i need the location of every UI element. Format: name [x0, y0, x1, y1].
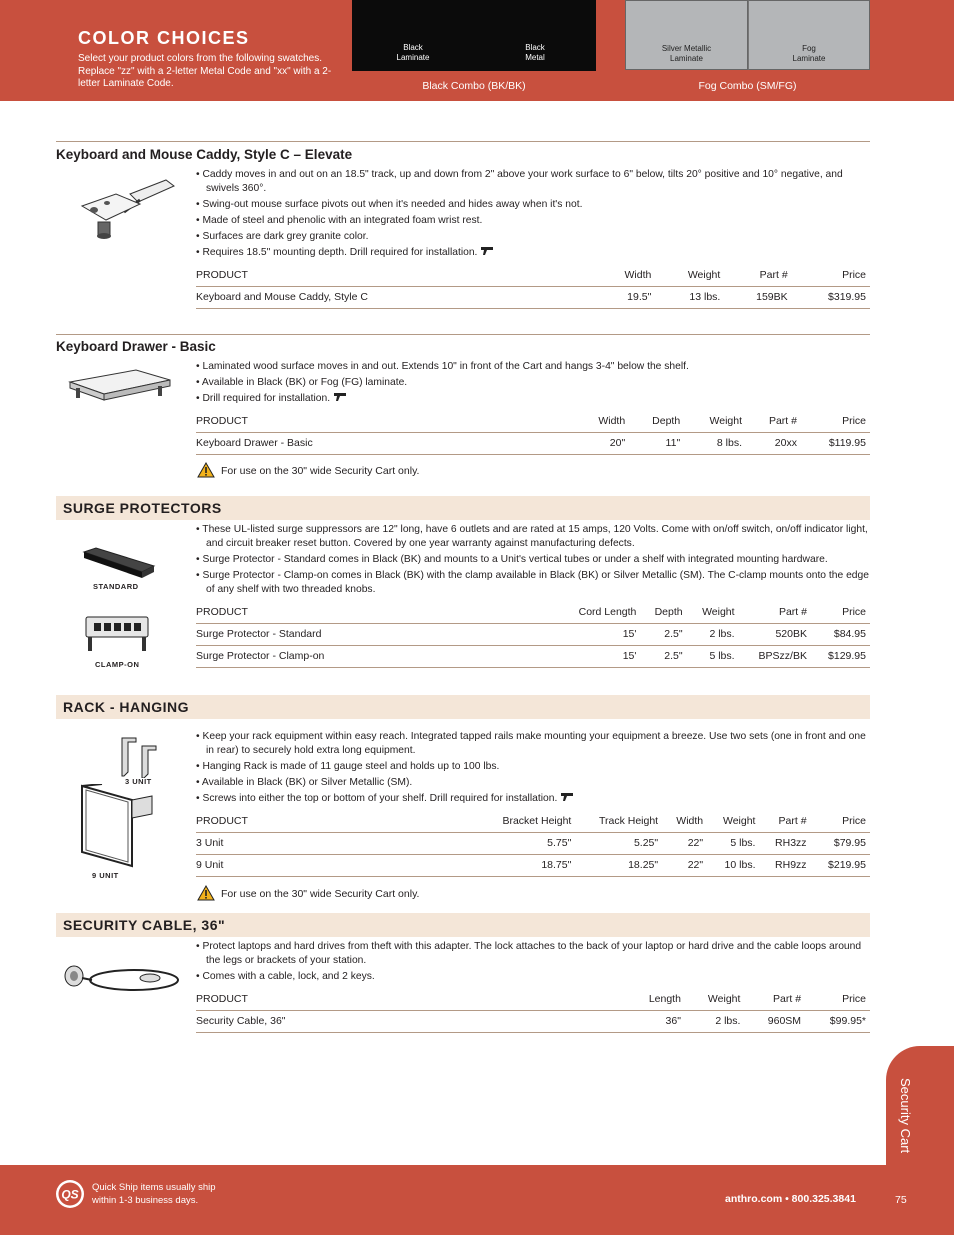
table-header-row: [196, 988, 870, 1010]
rack-3unit-illustration: [118, 736, 162, 778]
column-header: Cord Length: [556, 601, 640, 623]
table-cell: 18.75": [476, 854, 575, 876]
column-header: Weight: [684, 410, 746, 432]
column-header: Bracket Height: [476, 810, 575, 832]
column-header: Weight: [687, 601, 739, 623]
table-cell: 960SM: [744, 1010, 805, 1032]
security-cable-illustration: [62, 960, 182, 996]
table-cell: 9 Unit: [196, 854, 476, 876]
table-cell: $84.95: [811, 623, 870, 645]
cable-features: [196, 940, 870, 986]
table-cell: 18.25": [575, 854, 662, 876]
table-cell: 8 lbs.: [684, 432, 746, 454]
cable-spec-table: [196, 988, 870, 1033]
quick-ship-line: Quick Ship items usually ship: [92, 1182, 216, 1193]
column-header: Depth: [640, 601, 686, 623]
rack-spec-table: [196, 810, 870, 877]
swatch-label: Black: [403, 43, 423, 52]
feature-text: Requires 18.5" mounting depth. Drill required for installation.: [202, 247, 478, 258]
drawer-illustration: [66, 366, 176, 408]
quick-ship-line: within 1-3 business days.: [92, 1195, 199, 1206]
column-header: Price: [811, 601, 870, 623]
table-cell: 2.5": [640, 645, 686, 667]
column-header: Depth: [629, 410, 684, 432]
table-cell: 15': [556, 645, 640, 667]
swatch-silver-metallic: [625, 0, 748, 70]
caddy-features: [196, 168, 870, 262]
caddy-title: Keyboard and Mouse Caddy, Style C – Elevate: [56, 147, 353, 162]
swatch-black-laminate: [352, 0, 474, 71]
black-combo-label: Black Combo (BK/BK): [422, 80, 526, 92]
table-cell: 159BK: [724, 286, 791, 308]
feature-bullet: • Available in Black (BK) or Silver Metallic (SM).: [196, 776, 870, 790]
swatch-label: Black: [525, 43, 545, 52]
rack-section-band: [56, 695, 870, 719]
table-cell: 20xx: [746, 432, 801, 454]
table-row: [196, 1010, 870, 1032]
table-cell: 19.5": [596, 286, 655, 308]
table-cell: 11": [629, 432, 684, 454]
drawer-spec-table: [196, 410, 870, 455]
warning-icon: [197, 462, 215, 478]
column-header: Weight: [707, 810, 759, 832]
drill-icon: [560, 792, 574, 802]
column-header: Track Height: [575, 810, 662, 832]
table-cell: Keyboard and Mouse Caddy, Style C: [196, 286, 596, 308]
table-cell: 2 lbs.: [685, 1010, 744, 1032]
rack-warning-note: [197, 885, 419, 901]
table-cell: Surge Protector - Standard: [196, 623, 556, 645]
table-cell: 15': [556, 623, 640, 645]
page-number: 75: [895, 1194, 907, 1206]
feature-bullet: • Surge Protector - Standard comes in Black (BK) and mounts to a Unit's vertical tubes or under a shelf with integrated mounting hardware.: [196, 553, 870, 567]
swatch-label: Metal: [525, 53, 545, 62]
surge-section-band: [56, 496, 870, 520]
table-cell: 20": [576, 432, 629, 454]
feature-bullet: • Comes with a cable, lock, and 2 keys.: [196, 970, 870, 984]
table-cell: Security Cable, 36": [196, 1010, 626, 1032]
swatch-label: Silver Metallic: [661, 44, 712, 53]
column-header: Width: [576, 410, 629, 432]
swatch-label: Laminate: [792, 54, 826, 63]
table-cell: $99.95*: [805, 1010, 870, 1032]
cable-section-band: [56, 913, 870, 937]
quick-ship-logo-text: QS: [61, 1187, 79, 1202]
feature-bullet: • Laminated wood surface moves in and out. Extends 10" in front of the Cart and hangs 3-4" below the shelf.: [196, 360, 870, 374]
warning-text: For use on the 30" wide Security Cart only.: [221, 465, 420, 477]
drill-icon: [480, 246, 494, 256]
surge-features: [196, 523, 870, 599]
surge-clamp-illustration: [82, 611, 152, 657]
drill-icon: [333, 392, 347, 402]
table-cell: $219.95: [811, 854, 870, 876]
table-header-row: [196, 264, 870, 286]
swatch-black-metal: [474, 0, 596, 71]
side-tab-label: [889, 1078, 913, 1162]
page-footer: [0, 1165, 954, 1235]
table-cell: RH3zz: [759, 832, 810, 854]
feature-bullet: [196, 792, 870, 806]
section-rule: [56, 334, 870, 335]
column-header: Weight: [655, 264, 724, 286]
table-row: [196, 286, 870, 308]
column-header: Width: [596, 264, 655, 286]
warning-text: For use on the 30" wide Security Cart only.: [221, 888, 420, 900]
table-cell: 5 lbs.: [687, 645, 739, 667]
cable-title: SECURITY CABLE, 36": [63, 917, 226, 933]
fog-combo-label: Fog Combo (SM/FG): [698, 80, 797, 92]
column-header: Weight: [685, 988, 744, 1010]
table-cell: 5.25": [575, 832, 662, 854]
table-cell: 22": [662, 854, 707, 876]
table-cell: 2 lbs.: [687, 623, 739, 645]
feature-bullet: • Caddy moves in and out on an 18.5" track, up and down from 2" above your work surface to 6" below, tilts 20° positive and 10° negative, and swivels 360°.: [196, 168, 870, 196]
surge-title: SURGE PROTECTORS: [63, 500, 222, 516]
column-header: Part #: [759, 810, 810, 832]
table-cell: 5 lbs.: [707, 832, 759, 854]
table-cell: 3 Unit: [196, 832, 476, 854]
table-cell: 13 lbs.: [655, 286, 724, 308]
column-header: PRODUCT: [196, 810, 476, 832]
column-header: Part #: [744, 988, 805, 1010]
table-row: [196, 623, 870, 645]
swatch-label: Laminate: [670, 54, 703, 63]
warning-icon: [197, 885, 215, 901]
drawer-warning-note: [197, 462, 419, 478]
table-cell: 22": [662, 832, 707, 854]
feature-bullet: • These UL-listed surge suppressors are 12" long, have 6 outlets and are rated at 15 amps, 120 Volts. Come with on/off switch, on/off indicator light, and circuit breaker reset button. Covered by one year warranty against manufacturing defects.: [196, 523, 870, 551]
swatch-fog-laminate: [748, 0, 870, 70]
table-cell: Surge Protector - Clamp-on: [196, 645, 556, 667]
table-row: [196, 854, 870, 876]
column-header: PRODUCT: [196, 264, 596, 286]
feature-bullet: • Surfaces are dark grey granite color.: [196, 230, 870, 244]
feature-bullet: • Protect laptops and hard drives from theft with this adapter. The lock attaches to the back of your laptop or hard drive and the cable loops around the legs or brackets of your station.: [196, 940, 870, 968]
column-header: PRODUCT: [196, 601, 556, 623]
table-cell: 5.75": [476, 832, 575, 854]
table-cell: 36": [626, 1010, 685, 1032]
color-choices-description: Select your product colors from the following swatches. Replace "zz" with a 2-letter Metal Code and "xx" with a 2-letter Laminate Code.: [78, 53, 332, 89]
column-header: PRODUCT: [196, 410, 576, 432]
surge-clamp-caption: CLAMP-ON: [95, 660, 140, 669]
feature-bullet: • Made of steel and phenolic with an integrated foam wrist rest.: [196, 214, 870, 228]
feature-text: Screws into either the top or bottom of your shelf. Drill required for installation.: [202, 793, 558, 804]
table-cell: $129.95: [811, 645, 870, 667]
quick-ship-note: [92, 1181, 216, 1207]
column-header: Part #: [739, 601, 811, 623]
footer-contact: anthro.com • 800.325.3841: [725, 1193, 856, 1205]
rack-9unit-illustration: [80, 784, 156, 870]
caddy-spec-table: [196, 264, 870, 309]
rack-features: [196, 730, 870, 808]
table-header-row: [196, 601, 870, 623]
column-header: Part #: [724, 264, 791, 286]
column-header: Price: [811, 810, 870, 832]
column-header: Price: [801, 410, 870, 432]
table-header-row: [196, 810, 870, 832]
color-choices-title: COLOR CHOICES: [78, 28, 250, 48]
quick-ship-logo-icon: [55, 1179, 85, 1209]
table-cell: RH9zz: [759, 854, 810, 876]
column-header: Price: [792, 264, 870, 286]
feature-text: Drill required for installation.: [202, 393, 331, 404]
side-tab-text: Security Cart: [898, 1078, 913, 1154]
table-header-row: [196, 410, 870, 432]
table-row: [196, 432, 870, 454]
feature-bullet: [196, 246, 870, 260]
column-header: Length: [626, 988, 685, 1010]
feature-bullet: • Available in Black (BK) or Fog (FG) laminate.: [196, 376, 870, 390]
drawer-title: Keyboard Drawer - Basic: [56, 339, 216, 354]
table-cell: 520BK: [739, 623, 811, 645]
surge-spec-table: [196, 601, 870, 668]
column-header: PRODUCT: [196, 988, 626, 1010]
swatch-label: Laminate: [396, 53, 430, 62]
table-row: [196, 645, 870, 667]
feature-bullet: [196, 392, 870, 406]
feature-bullet: • Swing-out mouse surface pivots out when it's needed and hides away when it's not.: [196, 198, 870, 212]
table-cell: 2.5": [640, 623, 686, 645]
column-header: Part #: [746, 410, 801, 432]
rack-9unit-caption: 9 UNIT: [92, 871, 119, 880]
feature-bullet: • Surge Protector - Clamp-on comes in Black (BK) with the clamp available in Black (BK) or Silver Metallic (SM). The C-clamp mounts onto the edge of any shelf with two threaded knobs.: [196, 569, 870, 597]
rack-3unit-caption: 3 UNIT: [125, 777, 152, 786]
table-cell: BPSzz/BK: [739, 645, 811, 667]
rack-title: RACK - HANGING: [63, 699, 189, 715]
column-header: Price: [805, 988, 870, 1010]
table-cell: $319.95: [792, 286, 870, 308]
swatch-label: Fog: [802, 44, 816, 53]
caddy-illustration: [78, 176, 178, 242]
table-cell: $119.95: [801, 432, 870, 454]
table-cell: Keyboard Drawer - Basic: [196, 432, 576, 454]
table-row: [196, 832, 870, 854]
feature-bullet: • Hanging Rack is made of 11 gauge steel and holds up to 100 lbs.: [196, 760, 870, 774]
surge-standard-caption: STANDARD: [93, 582, 139, 591]
table-cell: $79.95: [811, 832, 870, 854]
table-cell: 10 lbs.: [707, 854, 759, 876]
surge-standard-illustration: [82, 546, 157, 582]
drawer-features: [196, 360, 870, 408]
section-rule: [56, 141, 870, 142]
feature-bullet: • Keep your rack equipment within easy reach. Integrated tapped rails make mounting your equipment a breeze. Use two sets (one in front and one in rear) to securely hold extra long equipment.: [196, 730, 870, 758]
column-header: Width: [662, 810, 707, 832]
